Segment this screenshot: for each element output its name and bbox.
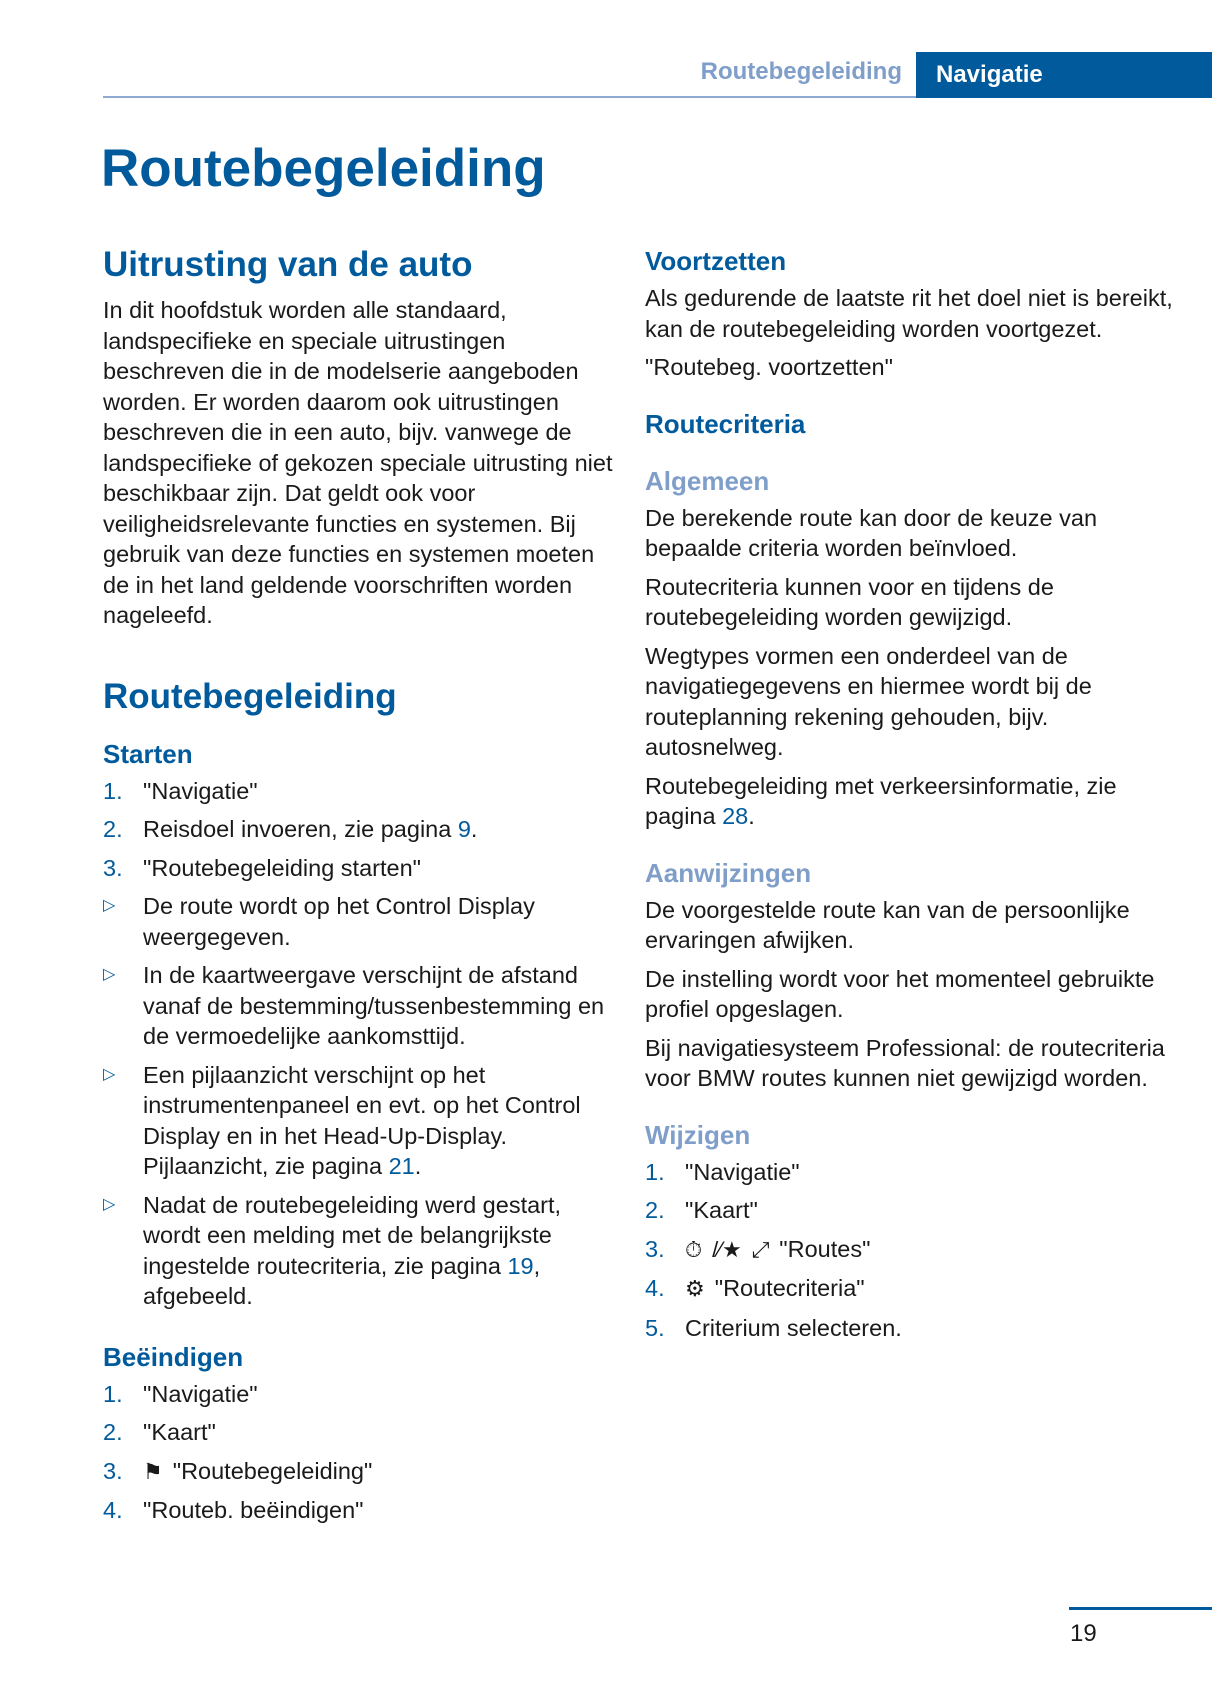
page-link[interactable]: 19 [507, 1252, 534, 1279]
start-steps [103, 776, 613, 884]
stopwatch-icon: ⏱ [685, 1236, 703, 1262]
triangle-bullet-icon: ▷ [103, 1065, 116, 1083]
notes-text: De instelling wordt voor het momenteel gebruikte profiel opgeslagen. [645, 965, 1155, 1022]
header-chapter-tab: Navigatie [916, 52, 1212, 98]
step-text: "Navigatie" [143, 777, 258, 804]
step-number: 4. [103, 1497, 123, 1523]
checkered-flag-icon: ⚑ [143, 1458, 163, 1484]
step-number: 2. [645, 1197, 665, 1223]
page-title: Routebegeleiding [101, 139, 546, 198]
gear-icon: ⚙ [685, 1276, 705, 1301]
equipment-text: In dit hoofdstuk worden alle standaard, landspecifieke en speciale uitrustingen beschreven die in de modelserie aangeboden worden. Er worden daarom ook uitrustingen beschreven die in een auto, bijv. vanwege de landspecifieke of gekozen speciale uitrusting niet beschikbaar zijn. Dat geldt ook voor veiligheidsrelevante functies en systemen. Bij gebruik van deze functies en systemen moeten de in het land geldende voorschriften worden nageleefd. [103, 297, 613, 628]
heading-criteria: Routecriteria [645, 408, 806, 439]
end-steps [103, 1379, 613, 1526]
list-item [103, 960, 613, 1052]
header-rule [103, 96, 916, 98]
heading-equipment: Uitrusting van de auto [103, 245, 473, 284]
list-item [103, 1495, 613, 1526]
list-item [103, 853, 613, 884]
step-text: "Kaart" [685, 1197, 758, 1223]
step-number: 3. [103, 1457, 123, 1484]
page-link[interactable]: 9 [457, 816, 471, 842]
notes-text: Bij navigatiesysteem Professional: de routecriteria voor BMW routes kunnen niet gewijzigd worden. [645, 1034, 1165, 1091]
list-item [103, 1060, 613, 1182]
list-item [103, 1379, 613, 1410]
step-number: 5. [645, 1314, 665, 1341]
left-column [103, 245, 613, 1534]
heading-start: Starten [103, 738, 193, 769]
page-link[interactable]: 21 [388, 1153, 415, 1179]
step-text: "Routebegeleiding" [172, 1457, 373, 1484]
triangle-bullet-icon: ▷ [103, 966, 116, 983]
heading-continue: Voortzetten [645, 246, 787, 276]
start-bullets [103, 891, 613, 1312]
heading-general: Algemeen [645, 465, 770, 496]
step-text: "Routebegeleiding starten" [143, 854, 421, 881]
general-text: Routecriteria kunnen voor en tijdens de routebegeleiding worden gewijzigd. [645, 573, 1054, 630]
route-points-icon: ⤢ [751, 1236, 770, 1262]
right-column [645, 246, 1175, 1351]
step-number: 1. [645, 1158, 665, 1185]
step-text: Reisdoel invoeren, zie pagina 9. [143, 816, 478, 842]
list-item [645, 1273, 1175, 1305]
triangle-bullet-icon: ▷ [103, 1195, 116, 1213]
general-text: Wegtypes vormen een onderdeel van de navigatiegegevens en hiermee wordt bij de routeplanning rekening gehouden, bijv. autosnelweg. [645, 642, 1092, 760]
list-item [645, 1313, 1175, 1344]
step-text: "Routecriteria" [714, 1275, 865, 1301]
heading-notes: Aanwijzingen [645, 857, 812, 888]
page-link[interactable]: 28 [722, 803, 749, 829]
bullet-text: In de kaartweergave verschijnt de afstand vanaf de bestemming/tussenbestemming en de vermoedelijke aankomsttijd. [143, 962, 605, 1049]
list-item [103, 1417, 613, 1448]
general-text: De berekende route kan door de keuze van bepaalde criteria worden beïnvloed. [645, 504, 1098, 561]
step-text: "Kaart" [143, 1419, 216, 1445]
road-star-icon: /⁄★ [712, 1236, 742, 1262]
step-number: 4. [645, 1275, 665, 1301]
header-section: Routebegeleiding [700, 58, 902, 85]
step-text: "Navigatie" [143, 1380, 258, 1407]
list-item [103, 1456, 613, 1488]
change-steps [645, 1157, 1175, 1344]
list-item [645, 1157, 1175, 1188]
list-item [645, 1234, 1175, 1266]
step-number: 2. [103, 1419, 123, 1445]
list-item [645, 1195, 1175, 1226]
page-number: 19 [1070, 1620, 1097, 1647]
list-item [103, 1190, 613, 1312]
step-number: 2. [103, 816, 123, 842]
step-number: 1. [103, 1380, 123, 1407]
notes-text: De voorgestelde route kan van de persoonlijke ervaringen afwijken. [645, 896, 1130, 953]
heading-route: Routebegeleiding [103, 676, 397, 716]
general-text: Routebegeleiding met verkeersinformatie, zie pagina 28. [645, 772, 1117, 829]
step-text: "Routeb. beëindigen" [143, 1497, 364, 1523]
list-item [103, 891, 613, 952]
bullet-text: Nadat de routebegeleiding werd gestart, wordt een melding met de belangrijkste ingestelde routecriteria, zie pagina 19, afgebeeld. [143, 1191, 562, 1309]
step-text: Criterium selecteren. [685, 1314, 902, 1341]
footer-rule [1069, 1607, 1212, 1610]
step-number: 3. [645, 1235, 665, 1262]
list-item [103, 776, 613, 807]
triangle-bullet-icon: ▷ [103, 897, 116, 914]
step-text: "Routes" [779, 1235, 871, 1262]
step-text: "Navigatie" [685, 1158, 800, 1185]
continue-text: Als gedurende de laatste rit het doel niet is bereikt, kan de routebegeleiding worden voortgezet. [645, 285, 1173, 342]
continue-action: "Routebeg. voortzetten" [645, 354, 893, 380]
list-item [103, 814, 613, 845]
step-number: 1. [103, 777, 123, 804]
heading-change: Wijzigen [645, 1119, 751, 1150]
heading-end: Beëindigen [103, 1341, 244, 1372]
step-number: 3. [103, 854, 123, 881]
bullet-text: De route wordt op het Control Display weergegeven. [143, 893, 535, 950]
bullet-text: Een pijlaanzicht verschijnt op het instrumentenpaneel en evt. op het Control Display en in het Head-Up-Display. Pijlaanzicht, zie pagina 21. [143, 1061, 581, 1179]
